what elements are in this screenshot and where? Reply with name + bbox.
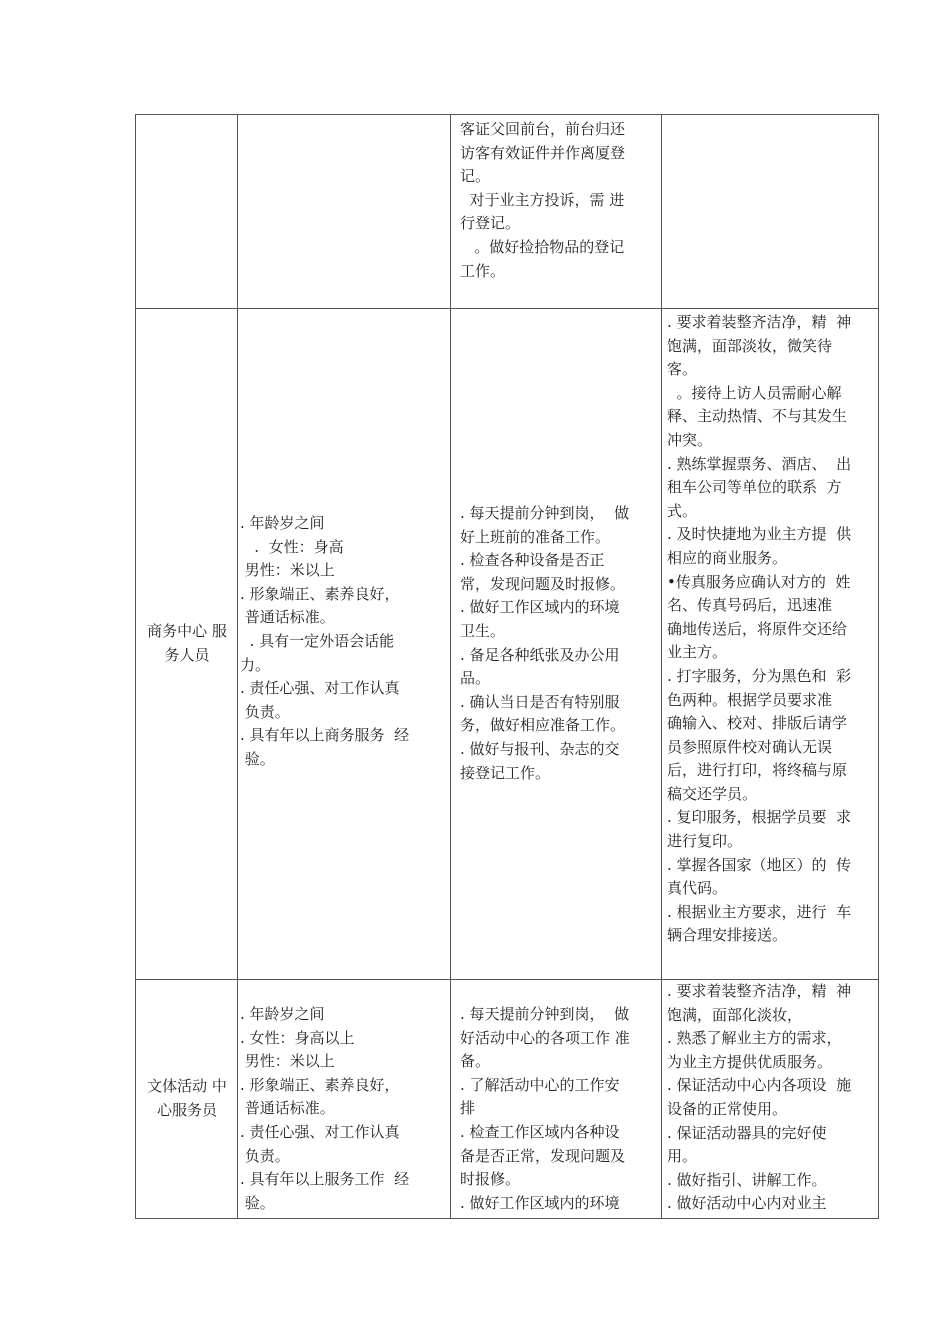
- text-line: . 做好指引、讲解工作。: [667, 1170, 827, 1189]
- text-line: 卫生。: [460, 621, 506, 640]
- text-line: . 女性：身高: [240, 537, 344, 556]
- text-line: . 及时快捷地为业主方提 供: [667, 525, 852, 544]
- text-line: 对于业主方投诉，需 进: [460, 190, 625, 209]
- text-line: 饱满，面部淡妆，微笑待: [667, 336, 833, 355]
- text-line: 男性：米以上: [240, 1052, 335, 1071]
- text-line: . 具有年以上服务工作 经: [240, 1170, 410, 1189]
- text-line: 用。: [667, 1147, 698, 1166]
- text-line: . 保证活动中心内各项设 施: [667, 1076, 852, 1095]
- row3-duties-cell: [460, 1003, 660, 1217]
- text-line: 色两种。根据学员要求准: [667, 690, 833, 709]
- text-line: 稿交还学员。: [667, 784, 758, 803]
- text-line: . 做好与报刊、杂志的交: [460, 739, 620, 758]
- text-line: . 年龄岁之间: [240, 514, 325, 532]
- text-line: . 保证活动器具的完好使: [667, 1123, 827, 1142]
- text-line: . 责任心强、对工作认真: [240, 679, 400, 698]
- text-line: 排: [460, 1099, 476, 1118]
- text-line: . 检查工作区域内各种设: [460, 1122, 620, 1141]
- text-line: 。做好捡拾物品的登记: [460, 237, 625, 256]
- text-line: 后，进行打印，将终稿与原: [667, 761, 848, 780]
- text-line: •传真服务应确认对方的 姓: [667, 572, 851, 591]
- text-line: 负责。: [240, 702, 290, 721]
- text-line: 访客有效证件并作离厦登: [460, 143, 626, 162]
- text-line: 备是否正常，发现问题及: [460, 1146, 626, 1165]
- position-title-line: 文体活动 中: [147, 1077, 227, 1096]
- text-line: 进行复印。: [667, 832, 743, 851]
- text-line: 名、传真号码后，迅速准: [667, 596, 833, 615]
- text-line: 验。: [240, 749, 275, 768]
- table-border-right: [878, 114, 879, 1219]
- text-line: . 做好工作区域内的环境: [460, 598, 620, 617]
- text-line: 真代码。: [667, 879, 728, 898]
- text-line: . 打字服务，分为黑色和 彩: [667, 666, 852, 685]
- text-line: 工作。: [460, 261, 506, 280]
- text-line: 确输入、校对、排版后请学: [667, 714, 848, 733]
- text-line: 好上班前的准备工作。: [460, 527, 611, 546]
- text-line: 冲突。: [667, 430, 713, 449]
- text-line: 常，发现问题及时报修。: [460, 574, 626, 593]
- text-line: 式。: [667, 501, 698, 520]
- position-title-line: 心服务员: [156, 1101, 217, 1119]
- position-title-line: 务人员: [164, 646, 210, 664]
- text-line: 男性：米以上: [240, 561, 335, 580]
- text-line: 验。: [240, 1193, 275, 1212]
- row2-standards-cell: [667, 311, 877, 948]
- text-line: . 要求着装整齐洁净，精 神: [667, 982, 852, 1000]
- table-border-bottom: [135, 1218, 879, 1219]
- row2-requirements-cell: [240, 512, 450, 772]
- text-line: 释、主动热情、不与其发生: [667, 407, 848, 426]
- text-line: . 具有一定外语会话能: [240, 631, 395, 650]
- column-divider-3: [661, 114, 662, 1219]
- text-line: 辆合理安排接送。: [667, 926, 788, 945]
- text-line: . 年龄岁之间: [240, 1005, 325, 1023]
- text-line: . 做好活动中心内对业主: [667, 1194, 827, 1213]
- text-line: 行登记。: [460, 214, 521, 233]
- text-line: . 做好工作区域内的环境: [460, 1193, 620, 1212]
- row3-position-cell: [138, 980, 236, 1218]
- row3-standards-cell: [667, 980, 877, 1217]
- text-line: 确地传送后，将原件交还给: [667, 619, 848, 638]
- text-line: 记。: [460, 167, 491, 186]
- position-title-line: 商务中心 服: [147, 622, 227, 641]
- text-line: 时报修。: [460, 1170, 521, 1189]
- text-line: 客。: [667, 360, 698, 379]
- table-border-left: [135, 114, 136, 1219]
- text-line: . 备足各种纸张及办公用: [460, 645, 620, 664]
- text-line: 相应的商业服务。: [667, 548, 788, 567]
- row2-position-cell: [138, 309, 236, 979]
- text-line: 普通话标准。: [240, 1099, 335, 1118]
- text-line: 为业主方提供优质服务。: [667, 1052, 833, 1071]
- text-line: . 掌握各国家（地区）的 传: [667, 855, 852, 874]
- table-border-top: [135, 114, 879, 115]
- text-line: 品。: [460, 669, 491, 688]
- row3-requirements-cell: [240, 1003, 450, 1215]
- row2-duties-cell: [460, 502, 660, 785]
- text-line: . 复印服务，根据学员要 求: [667, 808, 852, 827]
- text-line: 。接待上访人员需耐心解: [667, 383, 842, 402]
- text-line: . 了解活动中心的工作安: [460, 1075, 620, 1094]
- text-line: . 每天提前分钟到岗， 做: [460, 504, 630, 522]
- text-line: 好活动中心的各项工作 准: [460, 1028, 630, 1047]
- text-line: . 检查各种设备是否正: [460, 551, 605, 570]
- text-line: . 责任心强、对工作认真: [240, 1122, 400, 1141]
- text-line: . 具有年以上商务服务 经: [240, 726, 410, 745]
- column-divider-1: [237, 114, 238, 1219]
- row1-duties-cell: [460, 118, 660, 283]
- text-line: . 女性：身高以上: [240, 1028, 355, 1047]
- text-line: 饱满，面部化淡妆，: [667, 1005, 803, 1024]
- text-line: . 确认当日是否有特别服: [460, 692, 620, 711]
- text-line: 备。: [460, 1052, 491, 1071]
- text-line: 业主方。: [667, 643, 728, 662]
- text-line: 接登记工作。: [460, 763, 551, 782]
- text-line: 务，做好相应准备工作。: [460, 716, 626, 735]
- text-line: . 每天提前分钟到岗， 做: [460, 1005, 630, 1023]
- column-divider-2: [450, 114, 451, 1219]
- text-line: 租车公司等单位的联系 方: [667, 478, 842, 497]
- text-line: 设备的正常使用。: [667, 1099, 788, 1118]
- row-divider-1: [135, 308, 879, 309]
- text-line: . 形象端正、素养良好，: [240, 1075, 400, 1094]
- text-line: 普通话标准。: [240, 608, 335, 627]
- text-line: 力。: [240, 655, 271, 674]
- text-line: . 根据业主方要求，进行 车: [667, 902, 852, 921]
- text-line: . 形象端正、素养良好，: [240, 584, 400, 603]
- text-line: 客证父回前台，前台归还: [460, 120, 626, 138]
- text-line: 负责。: [240, 1146, 290, 1165]
- text-line: . 熟悉了解业主方的需求，: [667, 1029, 842, 1048]
- text-line: 员参照原件校对确认无误: [667, 737, 833, 756]
- text-line: . 要求着装整齐洁净，精 神: [667, 313, 852, 331]
- text-line: . 熟练掌握票务、酒店、 出: [667, 454, 852, 473]
